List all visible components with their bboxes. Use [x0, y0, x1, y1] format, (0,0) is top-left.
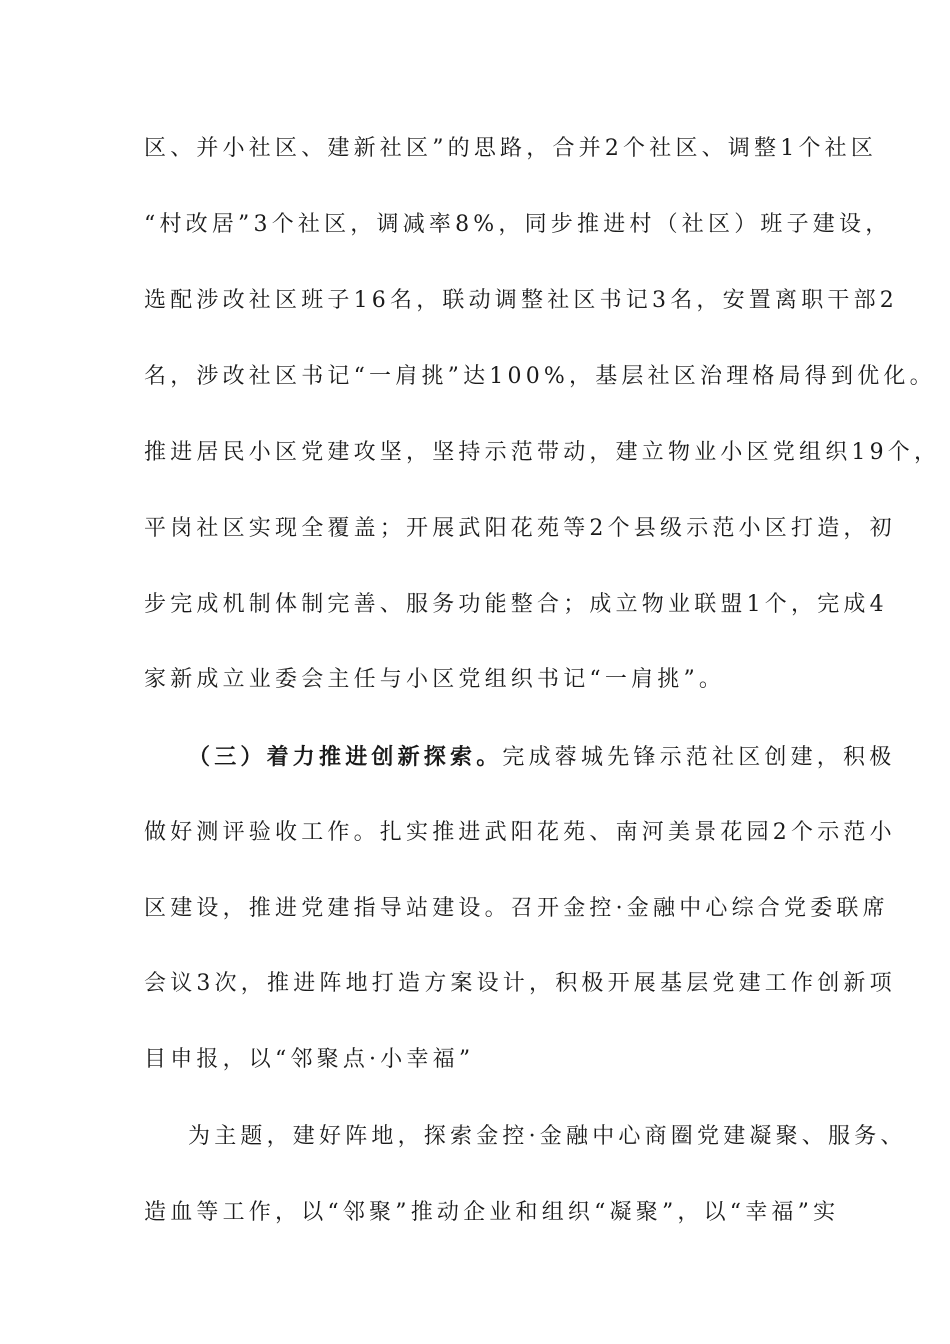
paragraph-line: 推进居民小区党建攻坚，坚持示范带动，建立物业小区党组织19个， — [144, 440, 941, 465]
section-text: 完成蓉城先锋示范社区创建，积极 — [502, 745, 896, 770]
paragraph-line: 选配涉改社区班子16名，联动调整社区书记3名，安置离职干部2 — [144, 288, 898, 313]
paragraph-line: 会议3次，推进阵地打造方案设计，积极开展基层党建工作创新项 — [144, 971, 896, 996]
paragraph-line: 平岗社区实现全覆盖；开展武阳花苑等2个县级示范小区打造，初 — [144, 516, 896, 541]
paragraph-line: 目申报，以“邻聚点·小幸福” — [144, 1047, 475, 1072]
paragraph-line: 区、并小社区、建新社区”的思路，合并2个社区、调整1个社区 — [144, 136, 878, 161]
paragraph-line: 家新成立业委会主任与小区党组织书记“一肩挑”。 — [144, 667, 726, 692]
paragraph-line: 做好测评验收工作。扎实推进武阳花苑、南河美景花园2个示范小 — [144, 820, 896, 845]
paragraph-line: 造血等工作，以“邻聚”推动企业和组织“凝聚”，以“幸福”实 — [144, 1200, 840, 1225]
section-heading: （三）着力推进创新探索。 — [188, 744, 503, 770]
paragraph-line: 区建设，推进党建指导站建设。召开金控·金融中心综合党委联席 — [144, 896, 889, 921]
paragraph-line: 名，涉改社区书记“一肩挑”达100%，基层社区治理格局得到优化。 — [144, 364, 936, 389]
paragraph-line: 为主题，建好阵地，探索金控·金融中心商圈党建凝聚、服务、 — [188, 1124, 907, 1149]
section-heading-line — [188, 742, 896, 773]
paragraph-line: “村改居”3个社区，调减率8%，同步推进村（社区）班子建设， — [144, 212, 892, 237]
paragraph-line: 步完成机制体制完善、服务功能整合；成立物业联盟1个，完成4 — [144, 592, 888, 617]
